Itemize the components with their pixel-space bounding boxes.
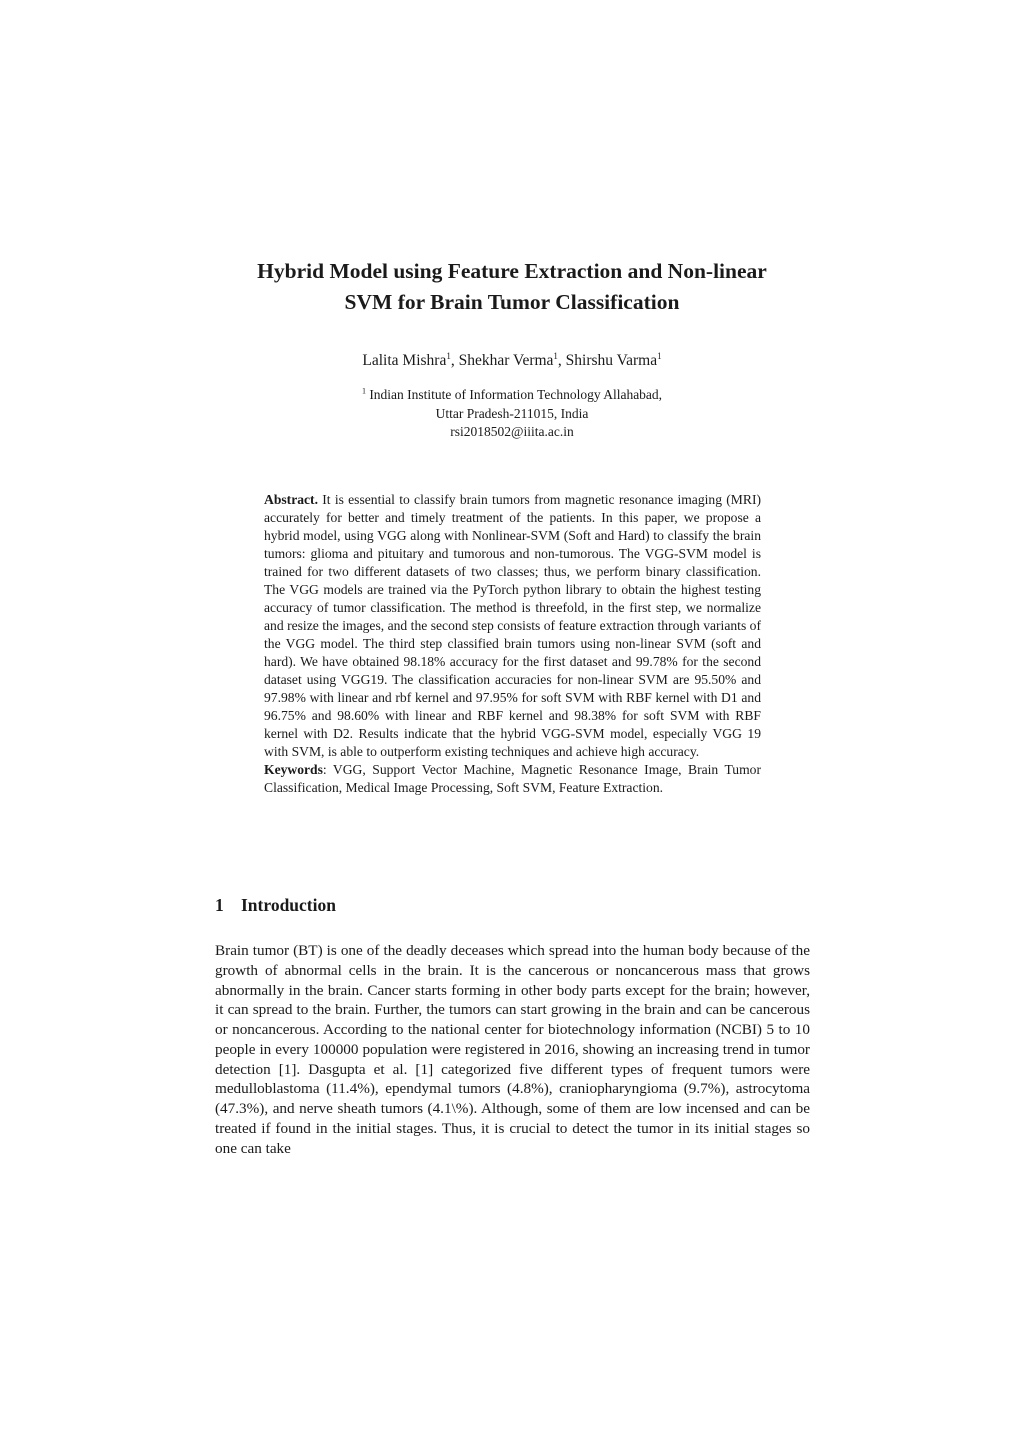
affiliation-block <box>180 386 844 442</box>
affiliation-institute: Indian Institute of Information Technology Allahabad, <box>365 387 663 402</box>
affiliation-mark: 1 <box>361 386 366 396</box>
affiliation-institute-line <box>180 386 844 405</box>
title-line-2: SVM for Brain Tumor Classification <box>344 290 680 314</box>
author-3: Shirshu Varma <box>565 352 658 369</box>
author-2-affil-mark: 1 <box>553 350 558 361</box>
affiliation-address: Uttar Pradesh-211015, India <box>435 405 589 421</box>
abstract-block <box>264 491 761 796</box>
section-title: Introduction <box>241 895 336 915</box>
author-separator: , <box>450 352 459 369</box>
author-list <box>180 351 844 371</box>
abstract-label: Abstract. <box>264 492 318 507</box>
paper-title <box>180 256 844 318</box>
author-1-affil-mark: 1 <box>446 350 451 361</box>
section-heading-introduction <box>215 893 815 917</box>
title-line-1: Hybrid Model using Feature Extraction and Non-linear <box>257 259 767 283</box>
introduction-paragraph: Brain tumor (BT) is one of the deadly deceases which spread into the human body because of the growth of abnormal cells in the brain. It is the cancerous or noncancerous mass that grows abnormally in the brain. Cancer starts forming in other body parts except for the brain; however, it can spread to the brain. Further, the tumors can start growing in the brain and can be cancerous or noncancerous. According to the national center for biotechnology information (NCBI) 5 to 10 people in every 100000 population were registered in 2016, showing an increasing trend in tumor detection [1]. Dasgupta et al. [1] categorized five different types of frequent tumors were medulloblastoma (11.4%), ependymal tumors (4.8%), craniopharyngioma (9.7%), astrocytoma (47.3%), and nerve sheath tumors (4.1\%). Although, some of them are low incensed and can be treated if found in the initial stages. Thus, it is crucial to detect the tumor in its initial stages so one can take <box>215 942 810 1157</box>
keywords-text: : VGG, Support Vector Machine, Magnetic Resonance Image, Brain Tumor Classification, Medical Image Processing, Soft SVM, Feature Extraction. <box>264 761 761 795</box>
keywords-label: Keywords <box>264 761 323 777</box>
author-email: rsi2018502@iiita.ac.in <box>450 424 574 439</box>
author-3-affil-mark: 1 <box>657 350 662 361</box>
abstract-text: It is essential to classify brain tumors from magnetic resonance imaging (MRI) accurately for better and timely treatment of the patients. In this paper, we propose a hybrid model, using VGG along with Nonlinear-SVM (Soft and Hard) to classify the brain tumors: glioma and pituitary and tumorous and non-tumorous. The VGG-SVM model is trained for two different datasets of two classes; thus, we perform binary classification. The VGG models are trained via the PyTorch python library to obtain the highest testing accuracy of tumor classification. The method is threefold, in the first step, we normalize and resize the images, and the second step consists of feature extraction through variants of the VGG model. The third step classified brain tumors using non-linear SVM (soft and hard). We have obtained 98.18% accuracy for the first dataset and 99.78% for the second dataset using VGG19. The classification accuracies for non-linear SVM are 95.50% and 97.98% with linear and rbf kernel and 97.95% for soft SVM with RBF kernel with D1 and 96.75% and 98.60% with linear and RBF kernel and 98.38% for soft SVM with RBF kernel with D2. Results indicate that the hybrid VGG-SVM model, especially VGG 19 with SVM, is able to outperform existing techniques and achieve high accuracy. <box>264 492 761 759</box>
author-2: Shekhar Verma <box>458 352 554 369</box>
author-separator: , <box>557 352 566 369</box>
section-number: 1 <box>215 895 224 915</box>
author-1: Lalita Mishra <box>362 352 447 369</box>
